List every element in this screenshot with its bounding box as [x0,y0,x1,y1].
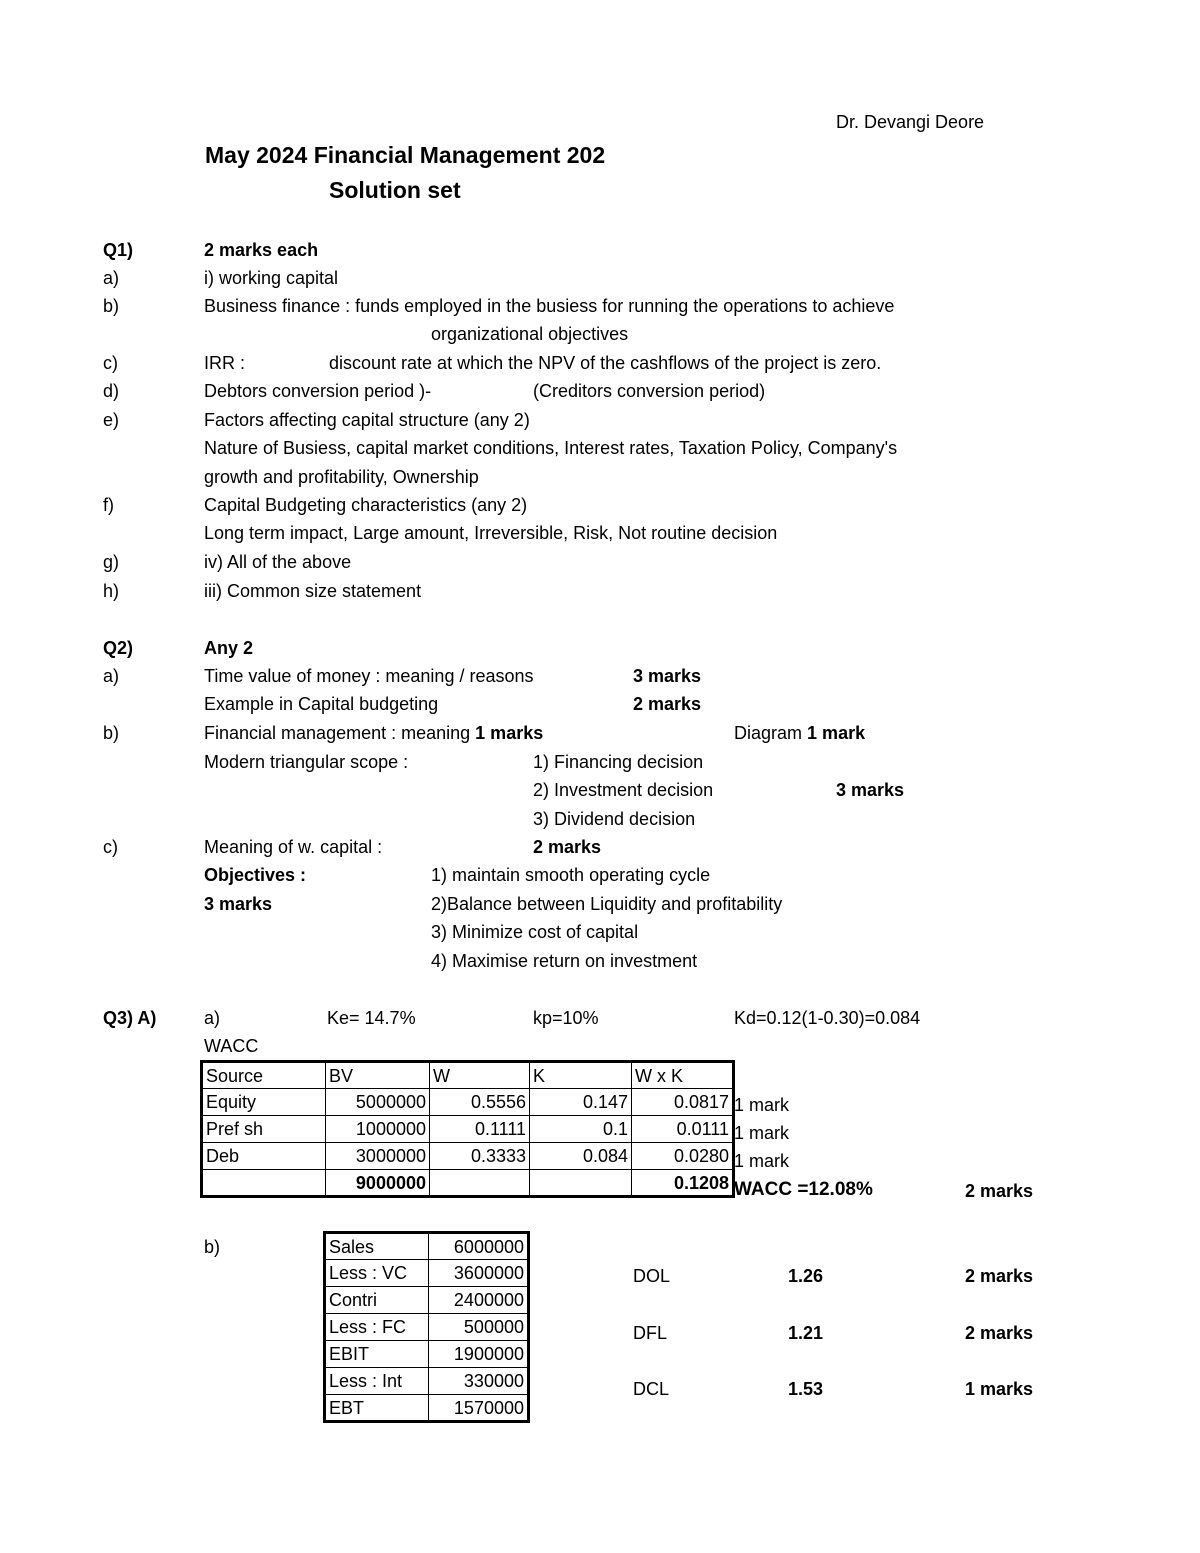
table-row [202,1089,734,1116]
q1-e-label: e) [103,410,120,430]
q1-f-characteristics: Long term impact, Large amount, Irreversible, Risk, Not routine decision [204,523,778,543]
wacc-weight: 0.1111 [430,1116,530,1143]
q2-a-marks-1: 3 marks [633,666,702,686]
q2-b-answer-text: Financial management : meaning [204,723,471,743]
q1-a-answer: i) working capital [204,268,339,288]
q1-e-answer: Factors affecting capital structure (any 2) [204,410,530,430]
q1-a-label: a) [103,268,120,288]
wacc-weight: 0.5556 [430,1089,530,1116]
wacc-header-k: K [530,1062,632,1089]
q1-c-definition: discount rate at which the NPV of the cashflows of the project is zero. [329,353,882,373]
table-row [325,1314,529,1341]
leverage-label: EBIT [325,1341,429,1368]
dcl-label: DCL [633,1379,670,1399]
author-name: Dr. Devangi Deore [836,112,985,132]
q1-b-answer: Business finance : funds employed in the busiess for running the operations to achieve [204,296,895,316]
wacc-total-marks: 2 marks [965,1181,1034,1201]
q2-c-objective-2: 2)Balance between Liquidity and profitability [431,894,783,914]
q1-c-label: c) [103,353,118,373]
wacc-bv: 3000000 [326,1143,430,1170]
q3-label: Q3) A) [103,1008,157,1028]
dol-label: DOL [633,1266,671,1286]
q1-h-label: h) [103,581,120,601]
q1-f-label: f) [103,495,114,515]
q2-b-answer [204,722,543,744]
wacc-header-w: W [430,1062,530,1089]
dcl-value: 1.53 [788,1379,824,1399]
leverage-value: 1570000 [429,1395,529,1422]
q2-a-answer-2: Example in Capital budgeting [204,694,439,714]
leverage-value: 1900000 [429,1341,529,1368]
dfl-marks: 2 marks [965,1323,1034,1343]
wacc-weighted-cost: 0.0111 [632,1116,734,1143]
q1-b-answer-cont: organizational objectives [431,324,629,344]
wacc-header-wxk: W x K [632,1062,734,1089]
wacc-total-empty [530,1170,632,1197]
table-row [325,1287,529,1314]
wacc-total-row [202,1170,734,1197]
q2-b-scope-3: 3) Dividend decision [533,809,696,829]
q1-c-term: IRR : [204,353,246,373]
dfl-label: DFL [633,1323,668,1343]
q1-e-factors: Nature of Busiess, capital market conditions, Interest rates, Taxation Policy, Company's [204,438,898,458]
q2-c-answer: Meaning of w. capital : [204,837,383,857]
q3-kp: kp=10% [533,1008,599,1028]
table-row [325,1233,529,1260]
dol-value: 1.26 [788,1266,824,1286]
wacc-total-empty [202,1170,326,1197]
wacc-total-wk: 0.1208 [632,1170,734,1197]
wacc-cost: 0.147 [530,1089,632,1116]
q3-ke: Ke= 14.7% [327,1008,416,1028]
q2-header: Any 2 [204,638,254,658]
wacc-bv: 1000000 [326,1116,430,1143]
leverage-label: Sales [325,1233,429,1260]
leverage-value: 3600000 [429,1260,529,1287]
q2-a-label: a) [103,666,120,686]
q3-a-label: a) [204,1008,221,1028]
q2-a-answer: Time value of money : meaning / reasons [204,666,534,686]
leverage-table [323,1231,530,1423]
q2-label: Q2) [103,638,134,658]
q2-c-objective-1: 1) maintain smooth operating cycle [431,865,711,885]
q1-f-answer: Capital Budgeting characteristics (any 2) [204,495,528,515]
q1-d-answer: Debtors conversion period )- [204,381,432,401]
q2-c-objectives: Objectives : [204,865,307,885]
q2-b-scope-1: 1) Financing decision [533,752,704,772]
q1-header: 2 marks each [204,240,319,260]
q1-b-label: b) [103,296,120,316]
wacc-total-empty [430,1170,530,1197]
wacc-weight: 0.3333 [430,1143,530,1170]
q1-label: Q1) [103,240,134,260]
leverage-label: Less : Int [325,1368,429,1395]
wacc-total-bv: 9000000 [326,1170,430,1197]
dol-marks: 2 marks [965,1266,1034,1286]
wacc-header-source: Source [202,1062,326,1089]
q2-b-diagram-text: Diagram [734,723,803,743]
wacc-source: Equity [202,1089,326,1116]
q2-b-diagram [734,722,865,744]
q1-e-factors-cont: growth and profitability, Ownership [204,467,479,487]
wacc-table [200,1060,735,1198]
q1-d-answer-2: (Creditors conversion period) [533,381,766,401]
wacc-cost: 0.1 [530,1116,632,1143]
q2-b-scope: Modern triangular scope : [204,752,409,772]
q2-b-label: b) [103,723,120,743]
q2-c-marks-2: 3 marks [204,894,273,914]
table-row [325,1395,529,1422]
wacc-weighted-cost: 0.0280 [632,1143,734,1170]
q3-wacc-label: WACC [204,1036,259,1056]
leverage-label: Less : VC [325,1260,429,1287]
leverage-label: Contri [325,1287,429,1314]
q2-b-marks-3: 3 marks [836,780,905,800]
q1-g-answer: iv) All of the above [204,552,352,572]
wacc-source: Pref sh [202,1116,326,1143]
q2-c-objective-4: 4) Maximise return on investment [431,951,698,971]
q2-c-objective-3: 3) Minimize cost of capital [431,922,639,942]
wacc-table-header [202,1062,734,1089]
wacc-row-mark: 1 mark [734,1095,790,1115]
wacc-bv: 5000000 [326,1089,430,1116]
table-row [202,1143,734,1170]
wacc-row-mark: 1 mark [734,1151,790,1171]
wacc-header-bv: BV [326,1062,430,1089]
dfl-value: 1.21 [788,1323,824,1343]
wacc-row-mark: 1 mark [734,1123,790,1143]
leverage-value: 2400000 [429,1287,529,1314]
q2-b-scope-2: 2) Investment decision [533,780,714,800]
wacc-cost: 0.084 [530,1143,632,1170]
q1-g-label: g) [103,552,120,572]
leverage-value: 500000 [429,1314,529,1341]
table-row [202,1116,734,1143]
table-row [325,1368,529,1395]
leverage-label: Less : FC [325,1314,429,1341]
q1-h-answer: iii) Common size statement [204,581,422,601]
q3-kd: Kd=0.12(1-0.30)=0.084 [734,1008,921,1028]
q1-d-label: d) [103,381,120,401]
q2-b-marks-2: 1 mark [807,723,866,743]
q3-b-label: b) [204,1237,221,1257]
leverage-value: 330000 [429,1368,529,1395]
table-row [325,1260,529,1287]
leverage-label: EBT [325,1395,429,1422]
q2-b-marks-1: 1 marks [475,723,544,743]
page-title: May 2024 Financial Management 202 [205,142,606,168]
leverage-value: 6000000 [429,1233,529,1260]
wacc-source: Deb [202,1143,326,1170]
q2-c-label: c) [103,837,118,857]
dcl-marks: 1 marks [965,1379,1034,1399]
wacc-result: WACC =12.08% [734,1179,873,1200]
q2-c-marks-1: 2 marks [533,837,602,857]
q2-a-marks-2: 2 marks [633,694,702,714]
wacc-weighted-cost: 0.0817 [632,1089,734,1116]
table-row [325,1341,529,1368]
page-subtitle: Solution set [329,177,461,203]
